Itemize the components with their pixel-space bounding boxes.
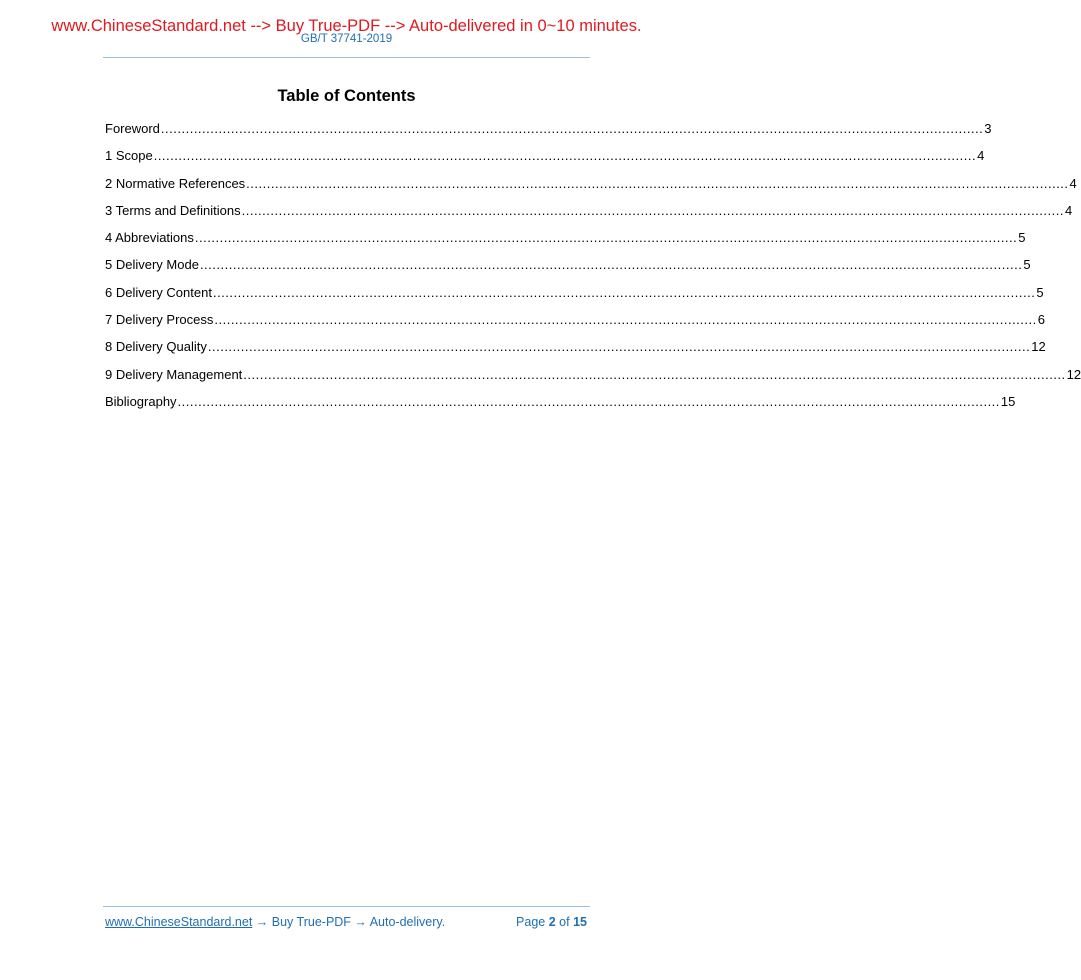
footer-promo bbox=[105, 916, 445, 929]
toc-entry[interactable] bbox=[105, 147, 985, 174]
toc-entry-page: 5 bbox=[1036, 284, 1044, 300]
total-pages: 15 bbox=[573, 915, 587, 929]
dot-leader: ........................................................................................................................................................................................................ bbox=[199, 257, 1023, 273]
toc-entry-page: 5 bbox=[1023, 257, 1031, 273]
toc-entry-page: 4 bbox=[1069, 175, 1077, 191]
toc-entry-page: 12 bbox=[1031, 339, 1046, 355]
toc-entry[interactable] bbox=[105, 366, 1081, 393]
dot-leader: ........................................................................................................................................................................................................ bbox=[207, 339, 1031, 355]
standard-code: GB/T 37741-2019 bbox=[300, 33, 393, 45]
footer-tagline: → Buy True-PDF → Auto-delivery. bbox=[252, 915, 446, 929]
toc-entry[interactable] bbox=[105, 202, 1073, 229]
footer-site-link[interactable]: www.ChineseStandard.net bbox=[105, 915, 253, 929]
toc-entry-label: Bibliography bbox=[105, 393, 177, 409]
toc-entry[interactable] bbox=[105, 338, 1046, 365]
dot-leader: ........................................................................................................................................................................................................ bbox=[243, 366, 1066, 382]
toc-entry-label: 7 Delivery Process bbox=[105, 312, 214, 328]
dot-leader: ........................................................................................................................................................................................................ bbox=[177, 393, 1000, 409]
dot-leader: ........................................................................................................................................................................................................ bbox=[246, 175, 1069, 191]
toc-entry[interactable] bbox=[105, 229, 1026, 256]
footer-divider bbox=[103, 906, 590, 907]
header-divider bbox=[103, 57, 590, 58]
page-number bbox=[516, 916, 587, 929]
toc-entry[interactable] bbox=[105, 311, 1045, 338]
toc-entry-label: Foreword bbox=[105, 121, 160, 136]
toc-entry[interactable] bbox=[105, 120, 992, 147]
toc-entry-label: 6 Delivery Content bbox=[105, 284, 212, 300]
toc-entry-label: 8 Delivery Quality bbox=[105, 339, 207, 355]
toc-entry[interactable] bbox=[105, 175, 1077, 202]
toc-entry[interactable] bbox=[105, 393, 1016, 420]
toc-entry-page: 5 bbox=[1018, 230, 1026, 246]
toc-entry-label: 3 Terms and Definitions bbox=[105, 202, 241, 218]
toc-entry-page: 6 bbox=[1037, 312, 1045, 328]
current-page: 2 bbox=[548, 915, 556, 929]
toc-entry-label: 2 Normative References bbox=[105, 175, 246, 191]
of-word: of bbox=[559, 915, 570, 929]
toc-entry-page: 12 bbox=[1066, 366, 1081, 382]
dot-leader: ........................................................................................................................................................................................................ bbox=[241, 202, 1064, 218]
toc-title: Table of Contents bbox=[277, 87, 416, 105]
toc-entry-label: 9 Delivery Management bbox=[105, 366, 243, 382]
page-word: Page bbox=[516, 915, 546, 929]
dot-leader: ........................................................................................................................................................................................................ bbox=[212, 284, 1036, 300]
dot-leader: ........................................................................................................................................................................................................ bbox=[153, 148, 977, 164]
toc-entry[interactable] bbox=[105, 284, 1044, 311]
toc-entry[interactable] bbox=[105, 256, 1031, 283]
toc-entry-label: 4 Abbreviations bbox=[105, 230, 194, 246]
dot-leader: ........................................................................................................................................................................................................ bbox=[194, 230, 1018, 246]
toc-entry-page: 4 bbox=[977, 148, 985, 164]
toc-entry-page: 3 bbox=[984, 121, 992, 136]
dot-leader: ........................................................................................................................................................................................................ bbox=[214, 312, 1037, 328]
toc-entry-label: 1 Scope bbox=[105, 148, 153, 164]
toc-entry-page: 15 bbox=[1000, 393, 1016, 409]
dot-leader: ........................................................................................................................................................................................................ bbox=[160, 121, 984, 136]
toc-entry-label: 5 Delivery Mode bbox=[105, 257, 199, 273]
table-of-contents bbox=[105, 120, 1081, 420]
toc-entry-page: 4 bbox=[1064, 202, 1073, 218]
promo-banner[interactable]: www.ChineseStandard.net --> Buy True-PDF --> Auto-delivered in 0~10 minutes. bbox=[51, 17, 642, 35]
